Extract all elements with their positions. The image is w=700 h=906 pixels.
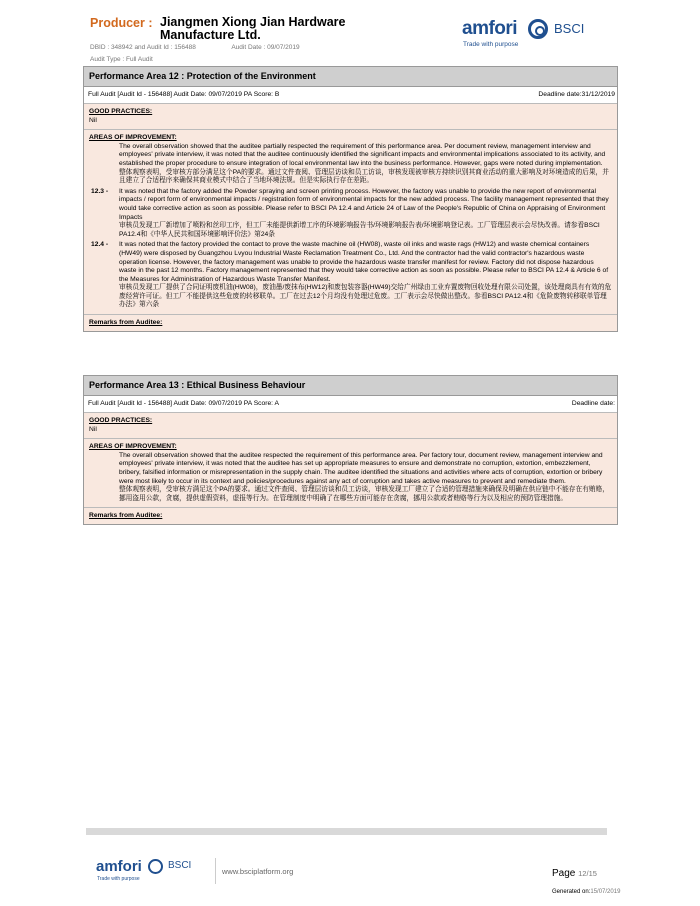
footer-logo-bsci: BSCI [168,860,192,871]
good-practices-value: Nil [89,116,97,124]
pa13-audit-line [84,396,617,413]
amfori-bsci-logo [462,18,592,52]
good-practices-label: GOOD PRACTICES: [89,108,153,115]
finding-text-cn: 审核员发现工厂提供了合同证明废机油(HW08)，废油墨/废抹布(HW12)和废包装容器(HW49)交给广州绿由工业弃置废物回收处理有限公司处置，该处理商具有有效的危废经营许可证。但工厂不能提供这些危废的转移联单。工厂在过去12个月均没有处理过危废。工厂表示会尽快做出整改。参看BSCI PA12.4和《危险废物转移联单管理办法》第六条 [119,284,612,309]
performance-area-13 [83,375,618,525]
page-count: 12/15 [578,869,597,878]
dbid: DBID : 348942 and Audit Id : 156488 [90,44,196,51]
audit-type: Audit Type : Full Audit [90,56,153,63]
footer-logo-tagline: Trade with purpose [97,876,140,882]
finding-12-3 [91,187,612,240]
pa12-intro-cn: 整体观察表明，受审核方部分满足这个PA的要求。通过文件查阅、管理层访谈和员工访谈，审核发现被审核方持续识别其商业活动的重大影响及对环境造成的后果，并且建立了合适程序来确保其商业模式中结合了当地环境法规。但是实际执行存在差距。 [119,168,609,185]
pa12-areas-of-improvement [84,130,617,315]
logo-wordmark: amfori [462,18,518,39]
finding-12-4 [91,241,612,310]
logo-bsci: BSCI [554,21,585,36]
finding-text-cn: 审核员发现工厂新增加了喷粉和丝印工序，但工厂未能提供新增工序的环境影响报告书/环境影响报告表/环境影响登记表。工厂管理层表示会尽快改善。请参看BSCI PA12.4和《中华人民共和国环境影响评价法》第24条 [119,222,600,238]
good-practices-label: GOOD PRACTICES: [89,417,153,424]
pa13-remarks: Remarks from Auditee: [84,508,617,524]
generated-label: Generated on: [552,889,591,895]
bsci-circle-icon [528,19,548,39]
pa12-good-practices [84,104,617,130]
pa12-audit-line [84,87,617,104]
pa13-deadline: Deadline date: [571,400,615,407]
footer-logo [96,858,196,888]
producer-name: Jiangmen Xiong Jian Hardware Manufacture Ltd. [160,15,346,42]
footer-vertical-divider [215,858,216,884]
page-label: Page [552,868,576,879]
areas-label: AREAS OF IMPROVEMENT: [89,443,177,451]
areas-label: AREAS OF IMPROVEMENT: [89,134,177,142]
pa12-intro-en: The overall observation showed that the auditee partially respected the requirement of this performance area. Per document review, management interview and employees' private interview, it was noted that the auditee continuously identified the significant impacts and environmental implications associated to its activity, and established the proper procedure to ensure integration of local environmental law into the business performance. However, gaps were noted during implementation. [119,142,606,167]
pa12-remarks: Remarks from Auditee: [84,315,617,331]
audit-meta [90,44,334,51]
audit-date: Audit Date : 09/07/2019 [231,44,300,51]
pa13-audit-info: Full Audit [Audit Id - 156488] Audit Date: 09/07/2019 PA Score: A [88,400,279,407]
finding-text-en: It was noted that the factory provided the contact to prove the waste machine oil (HW08), waste oil inks and waste rags (HW12) and waste chemical containers (HW49) were disposed by Guangzhou Lvyou Industrial Waste Reclamation Treatment Co., Ltd. And the contractor had the valid contractor's hazardous waste operation license. However, the factory management was unable to provide the hazardous waste transfer manifest for review. Factory did not dispose hazardous waste in the past 12 months. Factory management represented that they would take corrective action as soon as possible. Please refer to BSCI PA 12.4 & Article 6 of the Measures for Administration of Hazardous Waste Transfer Manifest. [119,241,609,283]
finding-number: 12.4 - [91,241,109,249]
pa13-title: Performance Area 13 : Ethical Business Behaviour [84,376,617,396]
pa13-good-practices [84,413,617,439]
pa13-intro-cn: 整体观察表明，受审核方满足这个PA的要求。通过文件查阅、管理层访谈和员工访谈，审核发现工厂建立了合适的管理措施来确保及明确在供应链中不能存在有贿赂，挪用盗用公款，贪腐，提供虚假资料，虚报等行为。在管理制度中明确了在哪些方面可能存在贪腐，挪用公款或者贿赂等行为以及相应的预防管理措施。 [119,486,609,502]
footer-website-link[interactable]: www.bsciplatform.org [222,867,294,876]
page-number [552,868,597,879]
footer-logo-wordmark: amfori [96,858,142,875]
finding-number: 12.3 - [91,187,109,195]
generated-date: 15/07/2019 [590,889,621,895]
finding-text-en: It was noted that the factory added the Powder spraying and screen printing process. However, the factory was unable to provide the new report of environmental impacts / report form of environmental impacts / registration form of environmental impacts for the new added process. The facility management represented that they would take corrective action as soon as possible. Please refer to BSCI PA 12.4 and Article 24 of Law of the People's Republic of China on Appraising of Environment Impacts [119,187,609,221]
pa13-areas-of-improvement [84,439,617,508]
pa12-title: Performance Area 12 : Protection of the Environment [84,67,617,87]
footer-divider-bar [86,828,607,835]
pa12-deadline: Deadline date:31/12/2019 [538,91,615,98]
good-practices-value: Nil [89,425,97,433]
generated-on [552,889,620,895]
bsci-circle-icon [148,859,163,874]
logo-tagline: Trade with purpose [463,41,519,48]
performance-area-12 [83,66,618,332]
pa13-intro-en: The overall observation showed that the auditee respected the requirement of this performance area. Per factory tour, document review, management interview and employees' private interview, it was noted that the auditee has set up appropriate measures to ensure and demonstrate no corruption, extortion, embezzlement, bribery, falsified information or misrepresentation in the supply chain. The auditee identified the situations and activities where acts of corruption, extortion or bribery were most likely to occur in its context and policies/procedures against any act of corruption and takes active measures to prevent and remediate them. [119,451,603,485]
pa12-audit-info: Full Audit [Audit Id - 156488] Audit Date: 09/07/2019 PA Score: B [88,91,280,98]
producer-label: Producer : [90,16,153,30]
